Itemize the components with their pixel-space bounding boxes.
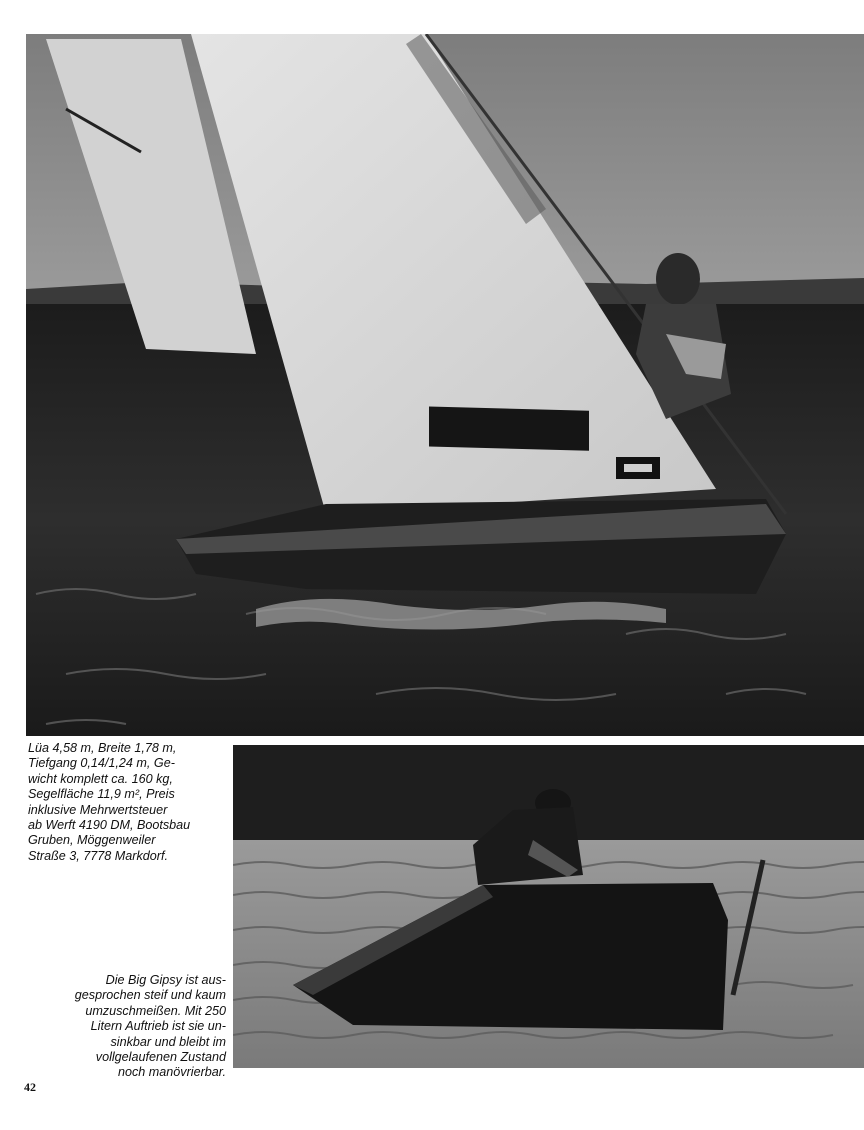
sailor-head (656, 253, 700, 305)
sailing-photo-illustration (26, 34, 864, 736)
sail-window (429, 407, 589, 451)
description-caption: Die Big Gipsy ist aus- gesprochen steif und kaum umzuschmeißen. Mit 250 Litern Auftrieb ist sie un- sinkbar und bleibt im vollgelaufenen Zustand noch manövrierbar. (74, 973, 226, 1080)
photo-sailing-dinghy (26, 34, 864, 736)
sail-number-mark (624, 464, 652, 472)
photo-capsized-dinghy (233, 745, 864, 1068)
specs-caption: Lüa 4,58 m, Breite 1,78 m, Tiefgang 0,14/1,24 m, Ge- wicht komplett ca. 160 kg, Segelfläche 11,9 m², Preis inklusive Mehrwertsteuer ab Werft 4190 DM, Bootsbau Gruben, Möggenweiler Straße 3, 7778 Markdorf. (28, 741, 191, 863)
page-number: 42 (24, 1080, 36, 1094)
capsize-photo-illustration (233, 745, 864, 1068)
